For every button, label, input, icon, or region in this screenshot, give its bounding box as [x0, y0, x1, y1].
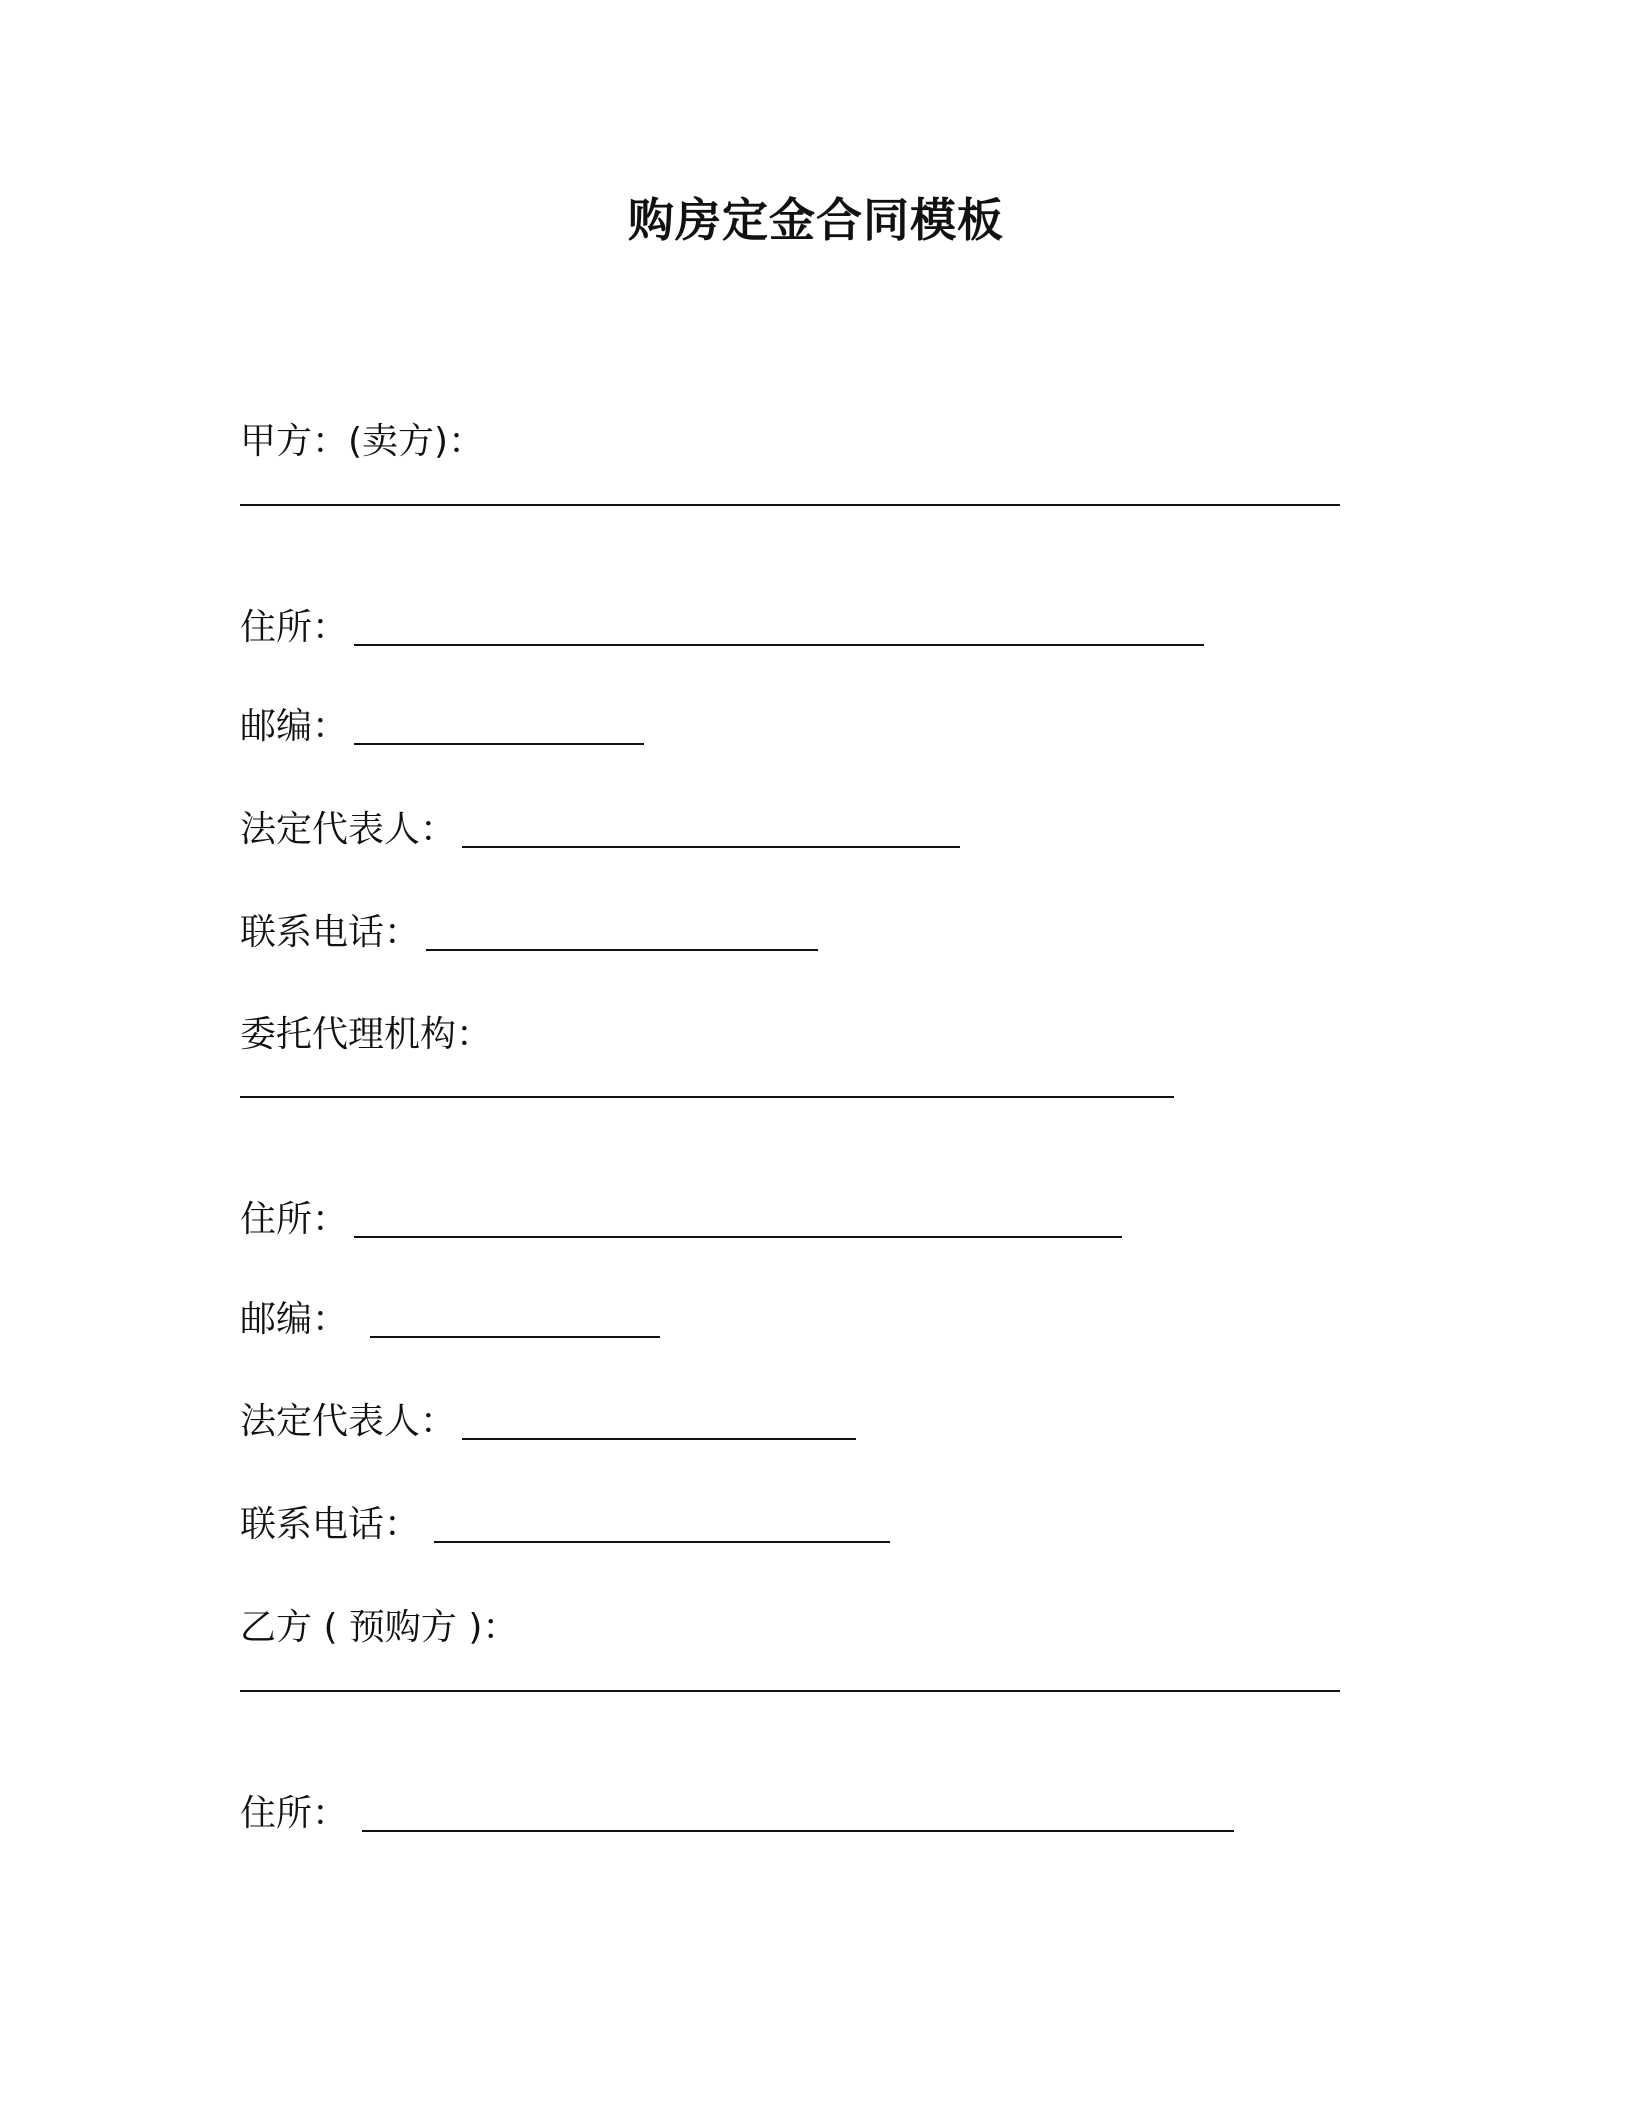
document-title: 购房定金合同模板 [628, 193, 1004, 247]
agency-postcode-label: 邮编： [240, 1299, 349, 1340]
agency-postcode-blank[interactable] [370, 1336, 660, 1338]
agency-address-label: 住所： [240, 1199, 349, 1240]
party-b-label: 乙方 ( 预购方 )： [240, 1607, 519, 1648]
party-a-address-row [240, 604, 1204, 652]
agency-phone-label: 联系电话： [240, 1504, 421, 1545]
party-a-legal-rep-label: 法定代表人： [240, 809, 457, 850]
party-a-phone-label: 联系电话： [240, 912, 421, 953]
agency-label: 委托代理机构： [240, 1014, 493, 1055]
agency-row [240, 1011, 492, 1059]
party-a-address-blank[interactable] [354, 644, 1204, 646]
agency-name-blank[interactable] [240, 1096, 1174, 1098]
agency-legal-rep-label: 法定代表人： [240, 1401, 457, 1442]
party-a-label: 甲方：(卖方)： [240, 421, 485, 462]
party-b-row [240, 1604, 518, 1652]
party-b-address-row [240, 1790, 1234, 1838]
agency-legal-rep-blank[interactable] [462, 1438, 856, 1440]
party-b-address-blank[interactable] [362, 1830, 1234, 1832]
party-b-address-label: 住所： [240, 1793, 349, 1834]
party-a-name-row [240, 504, 1340, 512]
party-b-name-row [240, 1690, 1340, 1698]
agency-postcode-row [240, 1296, 660, 1344]
party-a-name-blank[interactable] [240, 504, 1340, 506]
agency-name-row [240, 1096, 1174, 1104]
party-a-address-label: 住所： [240, 607, 349, 648]
agency-phone-blank[interactable] [434, 1541, 890, 1543]
party-a-phone-blank[interactable] [426, 949, 818, 951]
agency-legal-rep-row [240, 1398, 856, 1446]
party-b-name-blank[interactable] [240, 1690, 1340, 1692]
party-a-postcode-label: 邮编： [240, 706, 349, 747]
agency-address-row [240, 1196, 1122, 1244]
agency-address-blank[interactable] [354, 1236, 1122, 1238]
party-a-legal-rep-row [240, 806, 960, 854]
party-a-row [240, 418, 484, 466]
party-a-legal-rep-blank[interactable] [462, 846, 960, 848]
agency-phone-row [240, 1501, 890, 1549]
party-a-postcode-row [240, 703, 644, 751]
party-a-postcode-blank[interactable] [354, 743, 644, 745]
party-a-phone-row [240, 909, 818, 957]
